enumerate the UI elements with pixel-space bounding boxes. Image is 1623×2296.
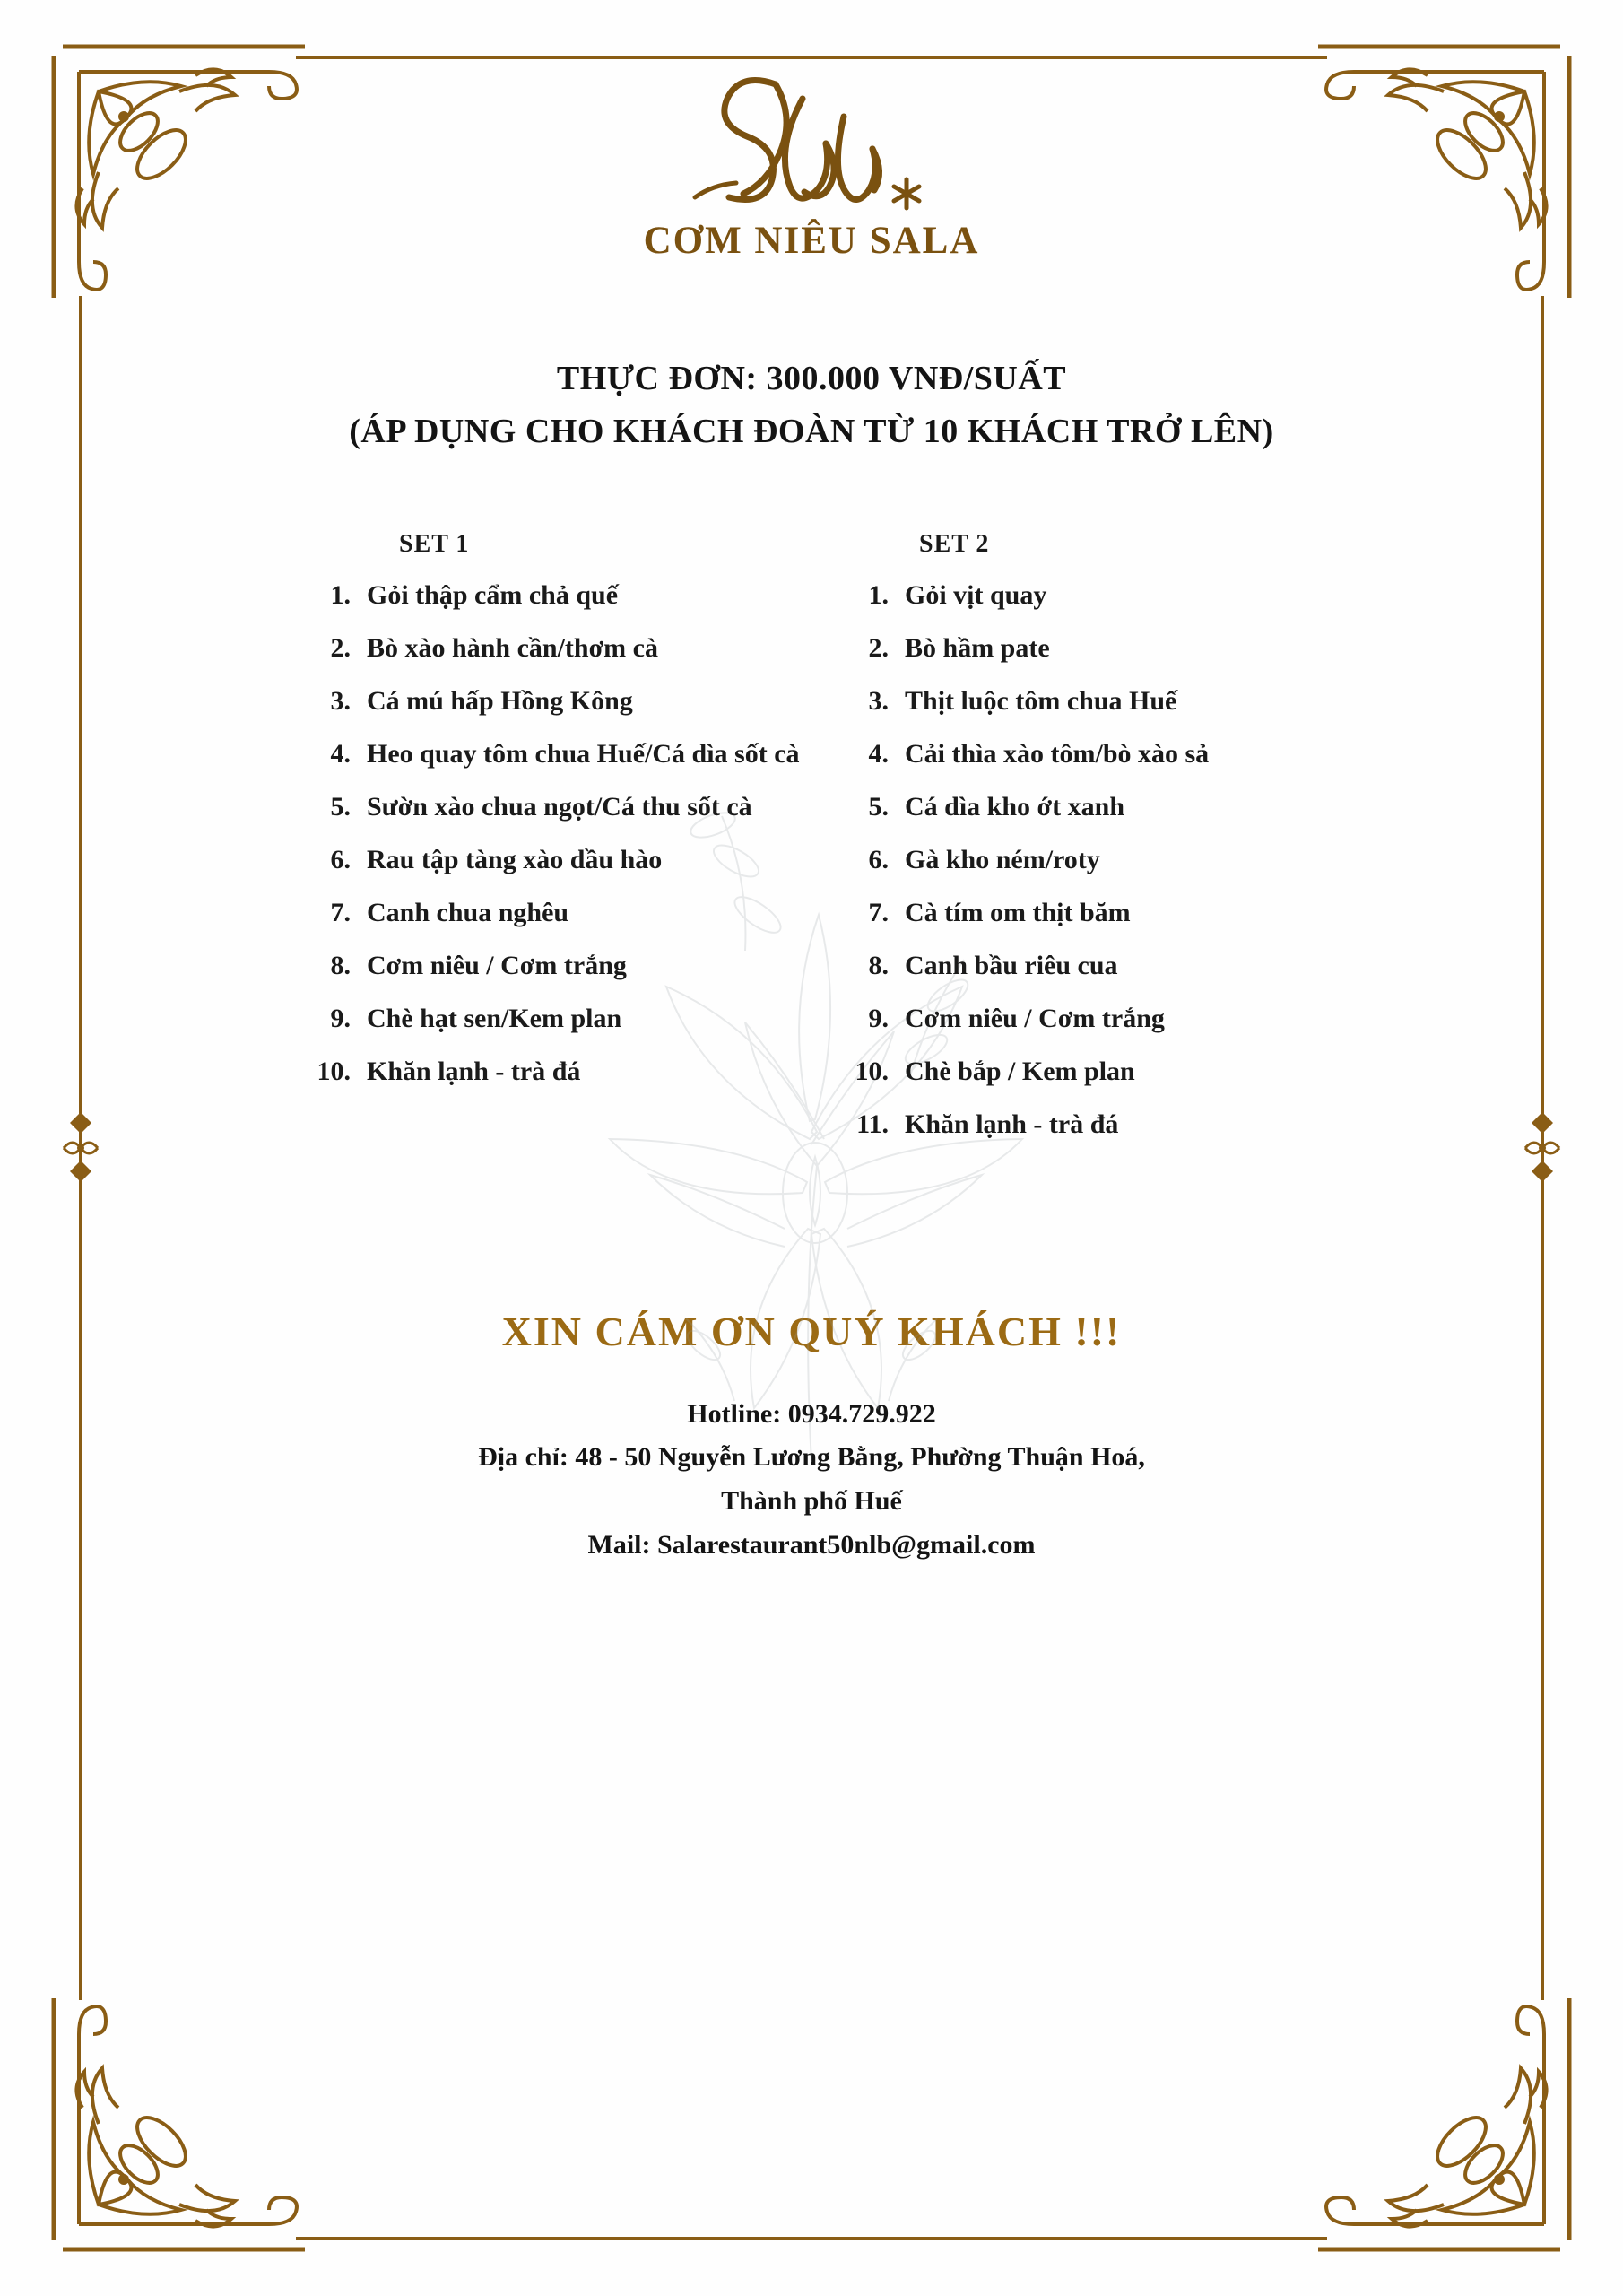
list-item	[829, 844, 1332, 874]
dish-name: Bò xào hành cần/thơm cà	[367, 632, 658, 663]
list-item	[291, 897, 794, 927]
dish-name: Heo quay tôm chua Huế/Cá dìa sốt cà	[367, 738, 800, 769]
menu-title	[126, 352, 1497, 458]
dish-name: Rau tập tàng xào dầu hào	[367, 844, 663, 874]
email: Mail: Salarestaurant50nlb@gmail.com	[587, 1529, 1036, 1560]
list-item	[291, 579, 794, 610]
dish-name: Gỏi vịt quay	[905, 579, 1047, 610]
dish-number: 9.	[330, 1003, 351, 1033]
dish-name: Thịt luộc tôm chua Huế	[905, 685, 1177, 716]
list-item	[291, 738, 800, 769]
set-1-title: SET 1	[399, 529, 470, 558]
dish-name: Khăn lạnh - trà đá	[367, 1056, 581, 1086]
dish-number: 10.	[855, 1056, 889, 1086]
list-item	[829, 1111, 1332, 1138]
set-2-column	[829, 530, 1332, 1164]
dish-name: Cơm niêu / Cơm trắng	[367, 950, 627, 980]
list-item	[829, 897, 1332, 927]
hotline: Hotline: 0934.729.922	[687, 1398, 936, 1429]
dish-number: 8.	[330, 950, 351, 980]
dish-number: 4.	[868, 738, 889, 769]
dish-name: Bò hầm pate	[905, 632, 1050, 663]
dish-number: 6.	[868, 844, 889, 874]
list-item	[829, 632, 1332, 663]
dish-number: 3.	[868, 685, 889, 716]
list-item	[829, 579, 1332, 610]
list-item	[291, 844, 794, 874]
dish-name: Cơm niêu / Cơm trắng	[905, 1003, 1165, 1033]
dish-name: Gà kho ném/roty	[905, 844, 1100, 874]
dish-name: Canh bầu riêu cua	[905, 950, 1118, 980]
dish-name: Cá dìa kho ớt xanh	[905, 791, 1125, 822]
dish-number: 11.	[856, 1109, 889, 1139]
dish-number: 10.	[317, 1056, 351, 1086]
list-item	[291, 1005, 794, 1032]
dish-name: Khăn lạnh - trà đá	[905, 1109, 1119, 1139]
dish-name: Chè bắp / Kem plan	[905, 1056, 1135, 1086]
dish-number: 7.	[868, 897, 889, 927]
list-item	[291, 632, 794, 663]
dish-name: Cà tím om thịt băm	[905, 897, 1131, 927]
corner-ornament-bottom-left	[45, 1989, 314, 2258]
dish-number: 8.	[868, 950, 889, 980]
menu-content	[126, 54, 1497, 1567]
menu-title-line1: THỰC ĐƠN: 300.000 VNĐ/SUẤT	[556, 360, 1067, 397]
address-line-2: Thành phố Huế	[721, 1485, 902, 1516]
dish-name: Cá mú hấp Hồng Kông	[367, 685, 633, 716]
list-item	[829, 952, 1332, 979]
dish-number: 5.	[330, 791, 351, 822]
dish-number: 2.	[330, 632, 351, 663]
side-ornament-right	[1522, 1013, 1563, 1283]
menu-sets	[126, 530, 1497, 1164]
list-item	[829, 738, 1332, 769]
dish-number: 9.	[868, 1003, 889, 1033]
corner-ornament-bottom-right	[1309, 1989, 1578, 2258]
thank-you-message: XIN CÁM ƠN QUÝ KHÁCH !!!	[501, 1308, 1122, 1354]
dish-number: 1.	[868, 579, 889, 610]
side-ornament-left	[60, 1013, 101, 1283]
list-item	[829, 791, 1332, 822]
dish-number: 4.	[330, 738, 351, 769]
dish-number: 7.	[330, 897, 351, 927]
list-item	[291, 685, 794, 716]
list-item	[829, 1005, 1332, 1032]
dish-name: Gỏi thập cẩm chả quế	[367, 579, 619, 610]
sala-logo-icon	[126, 63, 1497, 215]
contact-info	[126, 1393, 1497, 1567]
list-item	[291, 1058, 794, 1085]
list-item	[829, 1058, 1332, 1085]
dish-number: 6.	[330, 844, 351, 874]
set-1-dish-list	[291, 579, 800, 1086]
dish-name: Sườn xào chua ngọt/Cá thu sốt cà	[367, 791, 752, 822]
set-2-dish-list	[829, 579, 1332, 1139]
list-item	[829, 685, 1332, 716]
dish-name: Chè hạt sen/Kem plan	[367, 1003, 622, 1033]
dish-number: 3.	[330, 685, 351, 716]
dish-number: 1.	[330, 579, 351, 610]
set-2-title: SET 2	[919, 529, 990, 558]
frame-line-bottom	[296, 2237, 1327, 2240]
dish-name: Canh chua nghêu	[367, 897, 569, 927]
dish-name: Cải thìa xào tôm/bò xào sả	[905, 738, 1210, 769]
dish-number: 2.	[868, 632, 889, 663]
dish-number: 5.	[868, 791, 889, 822]
set-1-column	[291, 529, 800, 1164]
address-line-1: Địa chỉ: 48 - 50 Nguyễn Lương Bằng, Phường Thuận Hoá,	[478, 1442, 1145, 1473]
restaurant-name: CƠM NIÊU SALA	[643, 220, 980, 262]
list-item	[291, 952, 794, 979]
list-item	[291, 791, 794, 822]
menu-title-line2: (ÁP DỤNG CHO KHÁCH ĐOÀN TỪ 10 KHÁCH TRỞ LÊN)	[349, 412, 1274, 450]
